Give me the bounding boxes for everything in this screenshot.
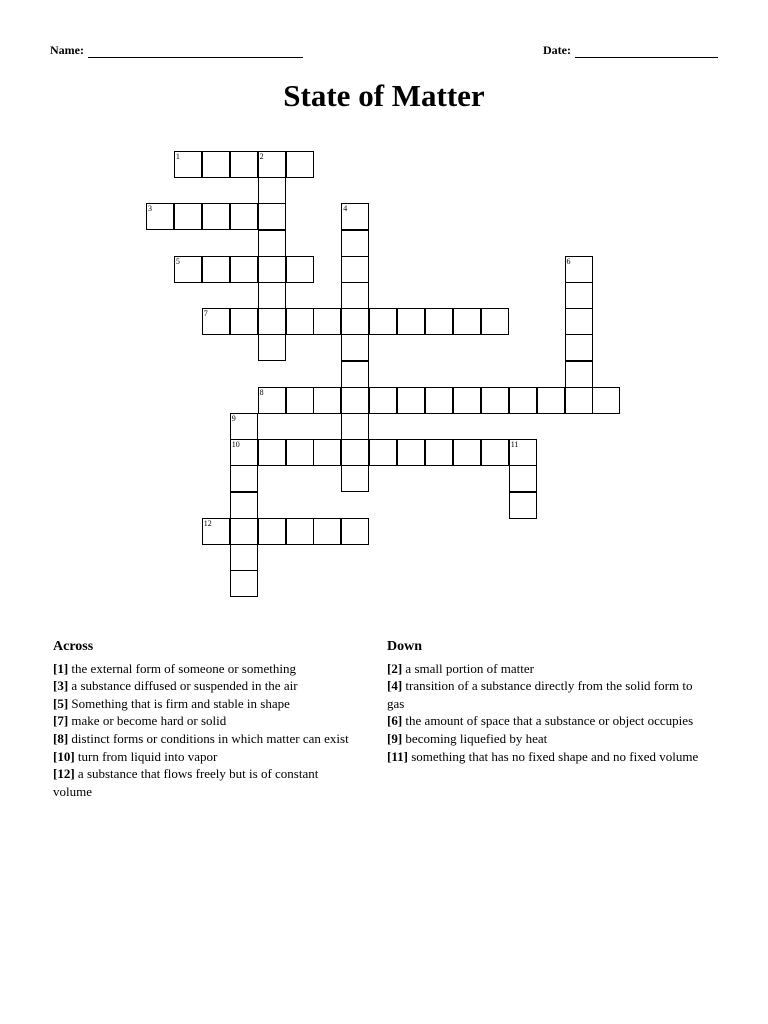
crossword-cell[interactable] — [174, 151, 202, 178]
clue-index: [10] — [53, 748, 75, 764]
crossword-cell[interactable] — [258, 151, 286, 178]
crossword-cell[interactable] — [453, 439, 481, 466]
crossword-cell[interactable] — [230, 151, 258, 178]
down-clue — [387, 660, 712, 678]
down-clues — [387, 638, 712, 765]
crossword-cell[interactable] — [341, 361, 369, 388]
crossword-cell[interactable] — [174, 203, 202, 230]
clue-index: [9] — [387, 730, 403, 746]
clue-text: transition of a substance directly from the solid form to gas — [387, 678, 693, 711]
crossword-cell[interactable] — [341, 439, 369, 466]
crossword-cell[interactable] — [230, 570, 258, 597]
across-clue — [53, 748, 353, 766]
crossword-cell[interactable] — [341, 334, 369, 361]
clue-number: 3 — [148, 204, 152, 214]
clue-index: [7] — [53, 713, 69, 729]
crossword-cell[interactable] — [537, 387, 565, 414]
clue-text: the external form of someone or something — [68, 660, 296, 676]
clue-text: becoming liquefied by heat — [402, 730, 548, 746]
crossword-cell[interactable] — [565, 282, 593, 309]
clue-text: distinct forms or conditions in which matter can exist — [68, 730, 349, 746]
clue-index: [11] — [387, 748, 408, 764]
clue-text: a substance diffused or suspended in the air — [68, 678, 298, 694]
crossword-cell[interactable] — [258, 230, 286, 257]
crossword-cell[interactable] — [202, 308, 230, 335]
crossword-cell[interactable] — [258, 518, 286, 545]
crossword-cell[interactable] — [453, 387, 481, 414]
clue-number: 9 — [231, 414, 236, 423]
across-clue — [53, 712, 353, 730]
crossword-cell[interactable] — [481, 387, 509, 414]
crossword-cell[interactable] — [453, 308, 481, 335]
crossword-cell[interactable] — [425, 308, 453, 335]
crossword-cell[interactable] — [202, 151, 230, 178]
crossword-cell[interactable] — [202, 256, 230, 283]
crossword-cell[interactable] — [341, 230, 369, 257]
across-clues — [53, 638, 353, 800]
clue-text: make or become hard or solid — [68, 713, 227, 729]
clue-text: a substance that flows freely but is of constant volume — [53, 766, 319, 799]
crossword-cell[interactable] — [509, 492, 537, 519]
crossword-cell[interactable] — [146, 203, 174, 230]
crossword-cell[interactable] — [230, 439, 258, 466]
crossword-cell[interactable] — [509, 465, 537, 492]
crossword-cell[interactable] — [369, 387, 397, 414]
clue-index: [4] — [387, 678, 403, 694]
across-heading: Across — [53, 639, 94, 654]
crossword-cell[interactable] — [397, 439, 425, 466]
clue-text: something that has no fixed shape and no fixed volume — [407, 748, 699, 764]
clue-number: 5 — [175, 256, 180, 266]
crossword-cell[interactable] — [341, 518, 369, 545]
across-clue — [53, 660, 353, 678]
crossword-cell[interactable] — [230, 203, 258, 230]
crossword-cell[interactable] — [258, 256, 286, 283]
clue-number: 4 — [343, 204, 348, 214]
clue-index: [12] — [53, 766, 75, 782]
clue-number: 12 — [203, 518, 212, 528]
clue-text: a small portion of matter — [402, 660, 534, 676]
down-heading: Down — [387, 639, 423, 654]
clue-index: [2] — [387, 660, 403, 676]
crossword-cell[interactable] — [565, 334, 593, 361]
crossword-cell[interactable] — [230, 308, 258, 335]
clue-index: [1] — [53, 660, 69, 676]
crossword-cell[interactable] — [230, 256, 258, 283]
crossword-cell[interactable] — [509, 439, 537, 466]
crossword-cell[interactable] — [565, 387, 593, 414]
date-label: Date: — [543, 43, 571, 57]
crossword-cell[interactable] — [565, 308, 593, 335]
crossword-cell[interactable] — [258, 387, 286, 414]
crossword-cell[interactable] — [258, 334, 286, 361]
crossword-cell[interactable] — [202, 518, 230, 545]
crossword-cell[interactable] — [286, 151, 314, 178]
down-clue — [387, 712, 712, 730]
across-clue — [53, 695, 353, 713]
crossword-cell[interactable] — [313, 439, 341, 466]
crossword-cell[interactable] — [258, 177, 286, 204]
clue-text: Something that is firm and stable in shape — [68, 695, 290, 711]
clue-number: 6 — [566, 256, 571, 266]
crossword-cell[interactable] — [369, 308, 397, 335]
crossword-cell[interactable] — [425, 387, 453, 414]
crossword-cell[interactable] — [481, 439, 509, 466]
crossword-cell[interactable] — [565, 361, 593, 388]
crossword-cell[interactable] — [425, 439, 453, 466]
page-title: State of Matter — [283, 78, 485, 113]
crossword-cell[interactable] — [258, 439, 286, 466]
across-clue — [53, 677, 353, 695]
crossword-cell[interactable] — [341, 256, 369, 283]
crossword-cell[interactable] — [258, 308, 286, 335]
clue-text: the amount of space that a substance or object occupies — [402, 713, 694, 729]
clue-number: 10 — [231, 440, 240, 450]
clue-index: [5] — [53, 695, 69, 711]
crossword-cell[interactable] — [258, 203, 286, 230]
crossword-cell[interactable] — [509, 387, 537, 414]
crossword-cell[interactable] — [286, 256, 314, 283]
down-clue — [387, 677, 712, 712]
crossword-cell[interactable] — [592, 387, 620, 414]
crossword-cell[interactable] — [230, 492, 258, 519]
clue-number: 11 — [510, 440, 519, 450]
crossword-cell[interactable] — [313, 308, 341, 335]
crossword-cell[interactable] — [202, 203, 230, 230]
clue-index: [6] — [387, 713, 403, 729]
crossword-cell[interactable] — [286, 439, 314, 466]
crossword-cell[interactable] — [481, 308, 509, 335]
clue-text: turn from liquid into vapor — [74, 748, 218, 764]
crossword-cell[interactable] — [286, 387, 314, 414]
crossword-cell[interactable] — [230, 465, 258, 492]
clue-index: [8] — [53, 730, 69, 746]
crossword-cell[interactable] — [341, 308, 369, 335]
down-clue — [387, 748, 712, 766]
crossword-cell[interactable] — [286, 308, 314, 335]
across-clue — [53, 730, 353, 748]
crossword-cell[interactable] — [341, 465, 369, 492]
crossword-cell[interactable] — [174, 256, 202, 283]
crossword-cell[interactable] — [341, 203, 369, 230]
clue-number: 2 — [259, 152, 264, 161]
down-clue — [387, 730, 712, 748]
crossword-cell[interactable] — [313, 387, 341, 414]
name-label: Name: — [50, 43, 84, 57]
clue-number: 8 — [259, 387, 264, 397]
clue-index: [3] — [53, 678, 69, 694]
clue-number: 7 — [203, 309, 208, 319]
crossword-cell[interactable] — [341, 282, 369, 309]
clue-number: 1 — [175, 152, 180, 161]
crossword-cell[interactable] — [230, 544, 258, 571]
crossword-cell[interactable] — [230, 518, 258, 545]
crossword-cell[interactable] — [397, 387, 425, 414]
crossword-cell[interactable] — [341, 387, 369, 414]
crossword-cell[interactable] — [230, 413, 258, 440]
crossword-cell[interactable] — [258, 282, 286, 309]
crossword-cell[interactable] — [369, 439, 397, 466]
crossword-cell[interactable] — [565, 256, 593, 283]
crossword-cell[interactable] — [341, 413, 369, 440]
crossword-cell[interactable] — [313, 518, 341, 545]
crossword-cell[interactable] — [286, 518, 314, 545]
crossword-cell[interactable] — [397, 308, 425, 335]
across-clue — [53, 765, 353, 800]
